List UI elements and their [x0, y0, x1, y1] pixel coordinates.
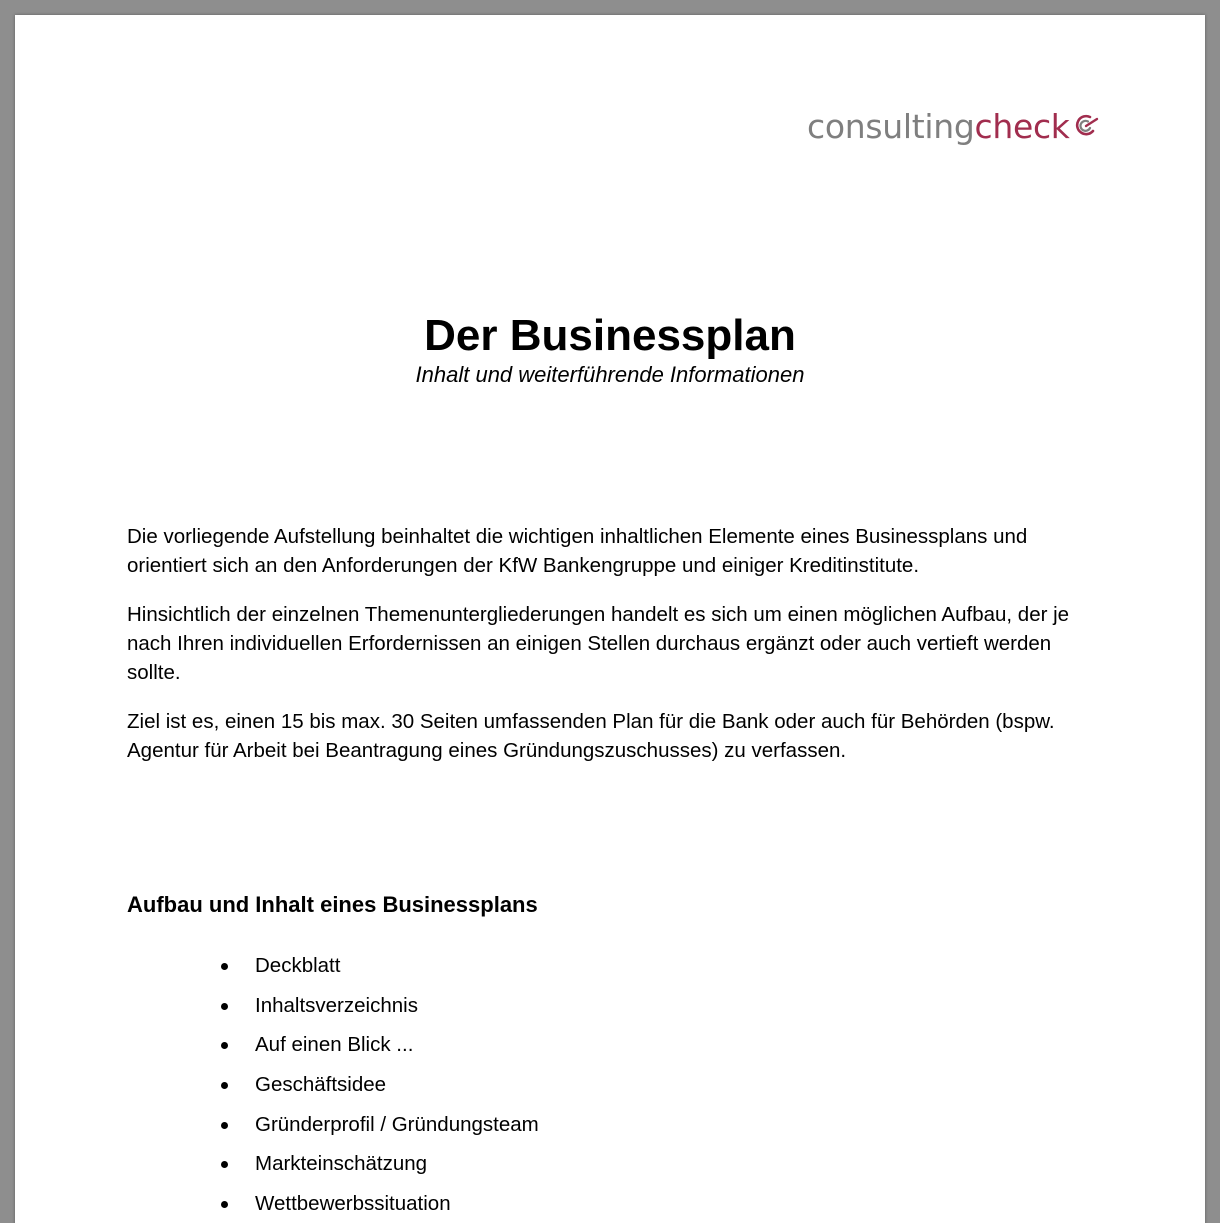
goal-paragraph: Ziel ist es, einen 15 bis max. 30 Seiten umfassenden Plan für die Bank oder auch für Behörden (bspw. Agentur für Arbeit bei Beantragung eines Gründungszuschusses) zu verfassen. [127, 710, 1055, 762]
checkmark-arc-icon [1073, 113, 1099, 139]
logo-text-consulting: consulting [807, 107, 975, 146]
document-title: Der Businessplan [424, 311, 796, 360]
bullet-icon [221, 1201, 228, 1208]
list-item-label: Gründerprofil / Gründungsteam [255, 1112, 539, 1136]
list-item-label: Markteinschätzung [255, 1152, 428, 1176]
structure-paragraph: Hinsichtlich der einzelnen Themenuntergliederungen handelt es sich um einen möglichen Aufbau, der je nach Ihren individuellen Erfordernissen an einigen Stellen durchaus ergänzt oder auch vertieft werden sollte. [127, 603, 1070, 684]
bullet-icon [221, 1003, 228, 1010]
list-item-label: Wettbewerbssituation [255, 1192, 451, 1216]
bullet-icon [221, 1042, 228, 1049]
list-item-label: Inhaltsverzeichnis [255, 993, 418, 1017]
bullet-icon [221, 1082, 228, 1089]
section-heading: Aufbau und Inhalt eines Businessplans [127, 892, 538, 917]
logo-text-check: check [974, 107, 1070, 146]
consultingcheck-logo [807, 107, 1099, 147]
list-item-label: Deckblatt [255, 954, 341, 977]
bullet-icon [221, 1161, 228, 1168]
bullet-icon [221, 1122, 228, 1129]
intro-paragraph: Die vorliegende Aufstellung beinhaltet die wichtigen inhaltlichen Elemente eines Businessplans und orientiert sich an den Anforderungen der KfW Bankengruppe und einiger Kreditinstitute. [127, 525, 1028, 577]
list-item-label: Auf einen Blick ... [255, 1033, 414, 1057]
document-subtitle: Inhalt und weiterführende Informationen [415, 362, 805, 387]
list-item-label: Geschäftsidee [255, 1073, 387, 1097]
bullet-icon [221, 963, 228, 970]
document-page [15, 15, 1205, 1223]
